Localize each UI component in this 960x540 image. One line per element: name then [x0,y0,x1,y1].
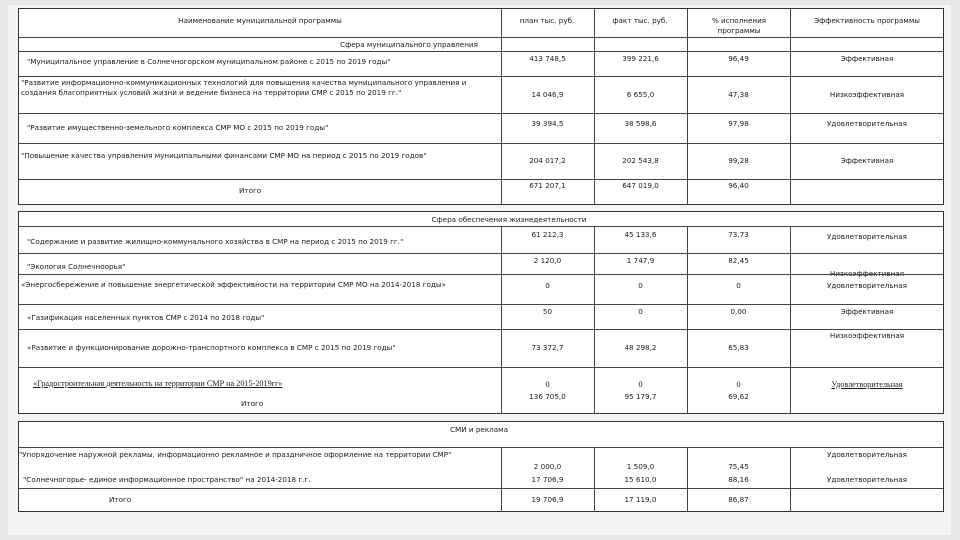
program-name: "Содержание и развитие жилищно-коммунального хозяйства в СМР на период с 2015 по 2019 гг." [27,237,404,246]
fact-value: 45 133,6 [624,230,657,239]
fact-value: 0 [638,307,643,316]
total-fact: 647 019,0 [622,181,659,190]
fact-value: 0 [638,281,643,290]
plan-value: 2 000,0 [533,462,562,471]
section-title: СМИ и реклама [450,425,508,434]
col-header-percent: % исполнения программы [711,16,767,35]
program-name: "Развитие информационно-коммуникационных технологий для повышения качества муниципального управления и создания благоприятных условий жизни и ведение бизнеса на территории СМР с 2015 по 2019 гг." [21,78,467,97]
efficiency-value: Удовлетворительная [827,119,907,128]
program-name: «Градостроительная деятельность на территории СМР на 2015-2019гг» [33,379,283,388]
plan-value: 14 046,9 [531,90,564,99]
percent-value: 75,45 [728,462,749,471]
total-fact: 95 179,7 [624,392,657,401]
total-plan: 671 207,1 [529,181,566,190]
program-name: «Развитие и функционирование дорожно-транспортного комплекса в СМР с 2015 по 2019 годы" [27,343,396,352]
section-title: Сфера обеспечения жизнедеятельности [431,215,587,224]
efficiency-value: Удовлетворительная [827,450,907,459]
fact-value: 48 298,2 [624,343,657,352]
total-percent: 96,40 [728,181,749,190]
fact-value: 0 [638,380,643,389]
percent-value: 65,83 [728,343,749,352]
plan-value: 413 748,5 [529,54,566,63]
program-name: "Развитие имущественно-земельного комплекса СМР МО с 2015 по 2019 годы" [27,123,329,132]
percent-value: 97,98 [728,119,749,128]
fact-value: 399 221,6 [622,54,659,63]
efficiency-value: Удовлетворительная [827,281,907,290]
program-name: «Энергосбережение и повышение энергетической эффективности на территории СМР МО на 2014-2018 годы» [21,280,446,289]
efficiency-value: Удовлетворительная [827,232,907,241]
table-municipal-management [18,8,944,205]
program-name: "Солнечногорье- единое информационное пространство" на 2014-2018 г.г. [23,475,311,484]
plan-value: 73 372,7 [531,343,564,352]
program-name: «Газификация населенных пунктов СМР с 2014 по 2018 годы" [27,313,265,322]
program-name: "Повышение качества управления муниципальными финансами СМР МО на период с 2015 по 2019 годов" [21,151,427,160]
percent-value: 0 [736,380,741,389]
fact-value: 1 509,0 [626,462,655,471]
col-header-plan: план тыс. руб. [519,16,575,25]
efficiency-value: Низкоэффективная [829,90,905,99]
total-plan: 136 705,0 [529,392,566,401]
program-name: "Муниципальное управление в Солнечногорском муниципальном районе с 2015 по 2019 годы" [27,57,391,66]
efficiency-value: Эффективная [840,54,894,63]
program-name: "Упорядочение наружной рекламы, информационно рекламное и праздничное оформление на территории СМР" [19,450,452,459]
efficiency-value: Удовлетворительная [827,475,907,484]
plan-value: 0 [545,380,550,389]
plan-value: 204 017,2 [529,156,566,165]
plan-value: 50 [542,307,553,316]
percent-value: 82,45 [728,256,749,265]
plan-value: 17 706,9 [531,475,564,484]
efficiency-value: Эффективная [840,307,894,316]
plan-value: 61 212,3 [531,230,564,239]
percent-value: 47,38 [728,90,749,99]
col-header-program: Наименование муниципальной программы [178,16,342,25]
percent-value: 88,16 [728,475,749,484]
total-percent: 86,87 [728,495,749,504]
fact-value: 1 747,9 [626,256,655,265]
efficiency-value: Удовлетворительная [831,380,903,389]
plan-value: 2 120,0 [533,256,562,265]
percent-value: 73,73 [728,230,749,239]
col-header-fact: факт тыс. руб. [612,16,668,25]
efficiency-value: Низкоэффективная [829,331,905,340]
percent-value: 0 [736,281,741,290]
percent-value: 99,28 [728,156,749,165]
total-label: Итого [241,399,264,408]
fact-value: 6 655,0 [626,90,655,99]
fact-value: 15 610,0 [624,475,657,484]
total-label: Итого [109,495,132,504]
fact-value: 202 543,8 [622,156,659,165]
table-media-advertising [18,421,944,512]
col-header-efficiency: Эффективность программы [814,16,920,25]
percent-value: 0,00 [730,307,747,316]
program-name: "Экология Солнечноорья" [27,262,126,271]
plan-value: 39 394,5 [531,119,564,128]
efficiency-value: Эффективная [840,156,894,165]
total-label: Итого [239,186,262,195]
plan-value: 0 [545,281,550,290]
total-percent: 69,62 [728,392,749,401]
fact-value: 38 598,6 [624,119,657,128]
percent-value: 96,49 [728,54,749,63]
table-life-support [18,211,944,414]
total-fact: 17 119,0 [624,495,657,504]
total-plan: 19 706,9 [531,495,564,504]
section-title: Сфера муниципального управления [340,40,478,49]
